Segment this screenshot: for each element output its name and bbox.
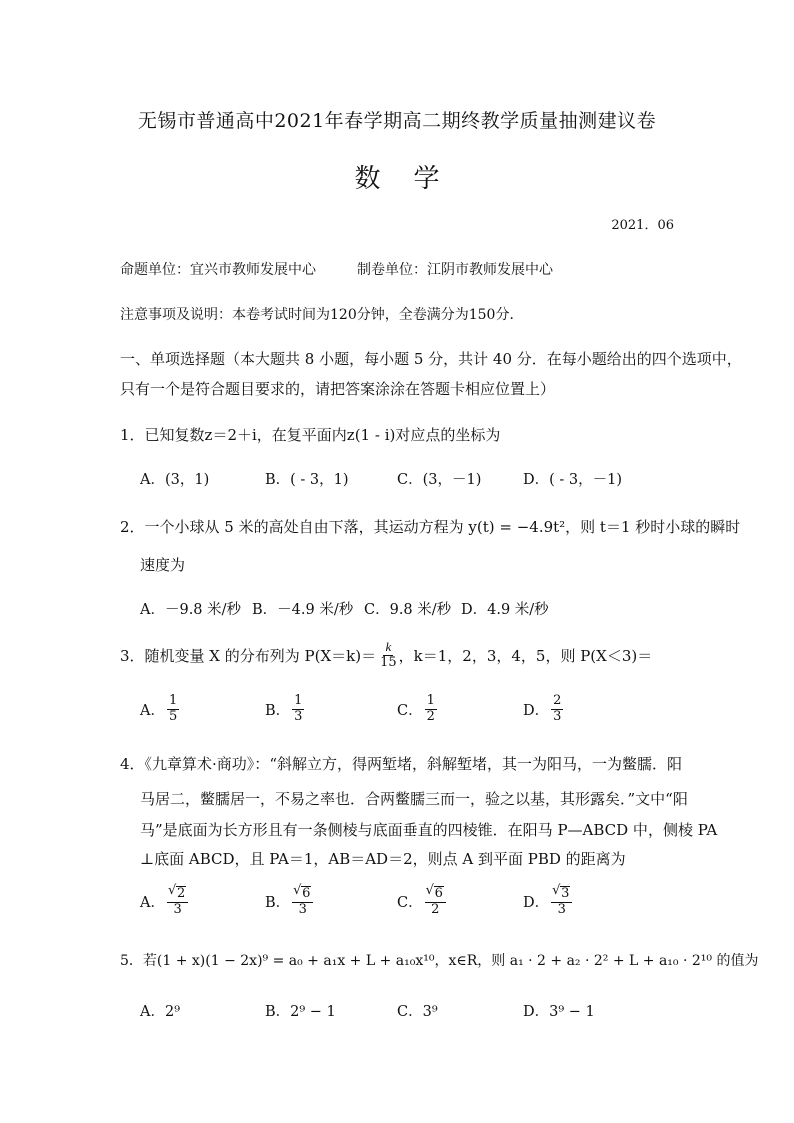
fraction-denominator: 2 [426,708,435,724]
question-3-stem-pre: 3．随机变量 X 的分布列为 P(X＝k)＝ [120,646,377,665]
option-d: D．( - 3，－1) [523,472,623,488]
radical: √ 6 [434,886,444,902]
option-d [523,694,563,725]
exam-title: 无锡市普通高中2021年春学期高二期终教学质量抽测建议卷 [137,110,657,132]
question-4-stem-line-3: 马”是底面为长方形且有一条侧棱与底面垂直的四棱锥．在阳马 P—ABCD 中，侧棱 PA [140,821,718,839]
option-c: C．(3，－1) [397,472,482,488]
question-4-stem-line-4: ⊥底面 ABCD，且 PA＝1，AB＝AD＝2，则点 A 到平面 PBD 的距离为 [140,850,626,868]
section-heading-line-2: 只有一个是符合题目要求的，请把答案涂涂在答题卡相应位置上） [120,380,556,398]
fraction-denominator: 3 [553,708,562,724]
fraction-denominator: 3 [173,901,182,917]
option-b [265,886,313,918]
fraction-numerator: 1 [426,693,435,708]
fraction-numerator: 2 [553,693,562,708]
option-b: B．2⁹ − 1 [265,1004,336,1020]
fraction-denominator: 2 [431,901,440,917]
option-label: D． [523,895,550,912]
option-c [397,886,446,918]
option-a: A．(3，1) [140,472,210,488]
option-c [397,694,437,725]
section-heading-line-1: 一、单项选择题（本大题共 8 小题，每小题 5 分，共计 40 分．在每小题给出的四个选项中， [120,350,742,368]
option-a [140,886,188,918]
option-label: B． [265,895,291,912]
fraction-denominator: 3 [557,901,566,917]
option-a: A．2⁹ [140,1004,181,1020]
option-b [265,694,304,725]
option-a: A．－9.8 米/秒 [140,602,242,618]
option-d: D．3⁹ − 1 [523,1004,595,1020]
option-d: D．4.9 米/秒 [461,602,549,618]
option-c: C．3⁹ [397,1004,438,1020]
radical: √ 3 [560,886,570,902]
option-b: B．－4.9 米/秒 [252,602,354,618]
option-label: C． [397,895,423,912]
fraction-numerator: 1 [168,693,178,708]
fraction-denominator: 15 [380,654,397,670]
question-4-stem-line-2: 马居二，鳖臑居一，不易之率也．合两鳖臑三而一，验之以基，其形露矣．”文中“阳 [140,790,688,808]
radical: √ 6 [301,886,311,902]
question-3-fraction [378,640,399,671]
question-5-stem: 5．若(1 + x)(1 − 2x)⁹ = a₀ + a₁x + L + a₁₀x¹⁰，x∈R，则 a₁ · 2 + a₂ · 2² + L + a₁₀ · 2¹⁰ 的值为 [120,953,759,969]
option-label: B． [265,702,291,719]
option-a [140,694,179,725]
radical: √ 2 [176,886,186,902]
exam-notice: 注意事项及说明：本卷考试时间为120分钟，全卷满分为150分． [120,307,524,323]
fraction-denominator: 3 [294,708,303,724]
fraction-numerator: 1 [294,693,303,708]
fraction-denominator: 5 [168,708,178,724]
exam-date: 2021．06 [611,218,674,233]
issuer-unit: 命题单位：宜兴市教师发展中心 [120,262,316,278]
question-4-stem-line-1: 4．《九章算术·商功》：“斜解立方，得两堑堵，斜解堑堵，其一为阳马，一为鳖臑．阳 [120,755,682,773]
option-d [523,886,572,918]
option-b: B．( - 3，1) [265,472,349,488]
question-2-stem-line-1: 2．一个小球从 5 米的高处自由下落，其运动方程为 y(t) = −4.9t²，则 t＝1 秒时小球的瞬时 [120,518,741,536]
option-label: D． [523,702,550,719]
fraction-denominator: 3 [298,901,307,917]
fraction-numerator: k [385,639,392,654]
option-label: A． [140,702,165,719]
question-3-stem-post: ，k＝1，2，3，4，5，则 P(X＜3)＝ [398,646,653,665]
question-1-stem: 1．已知复数z＝2＋i，在复平面内z(1 - i)对应点的坐标为 [120,426,501,444]
question-2-stem-line-2: 速度为 [140,556,186,574]
option-c: C．9.8 米/秒 [364,602,452,618]
subject-title: 数 学 [354,164,440,194]
option-label: C． [397,702,423,719]
question-3-stem [120,640,652,671]
option-label: A． [140,895,165,912]
maker-unit: 制卷单位：江阴市教师发展中心 [357,262,553,278]
